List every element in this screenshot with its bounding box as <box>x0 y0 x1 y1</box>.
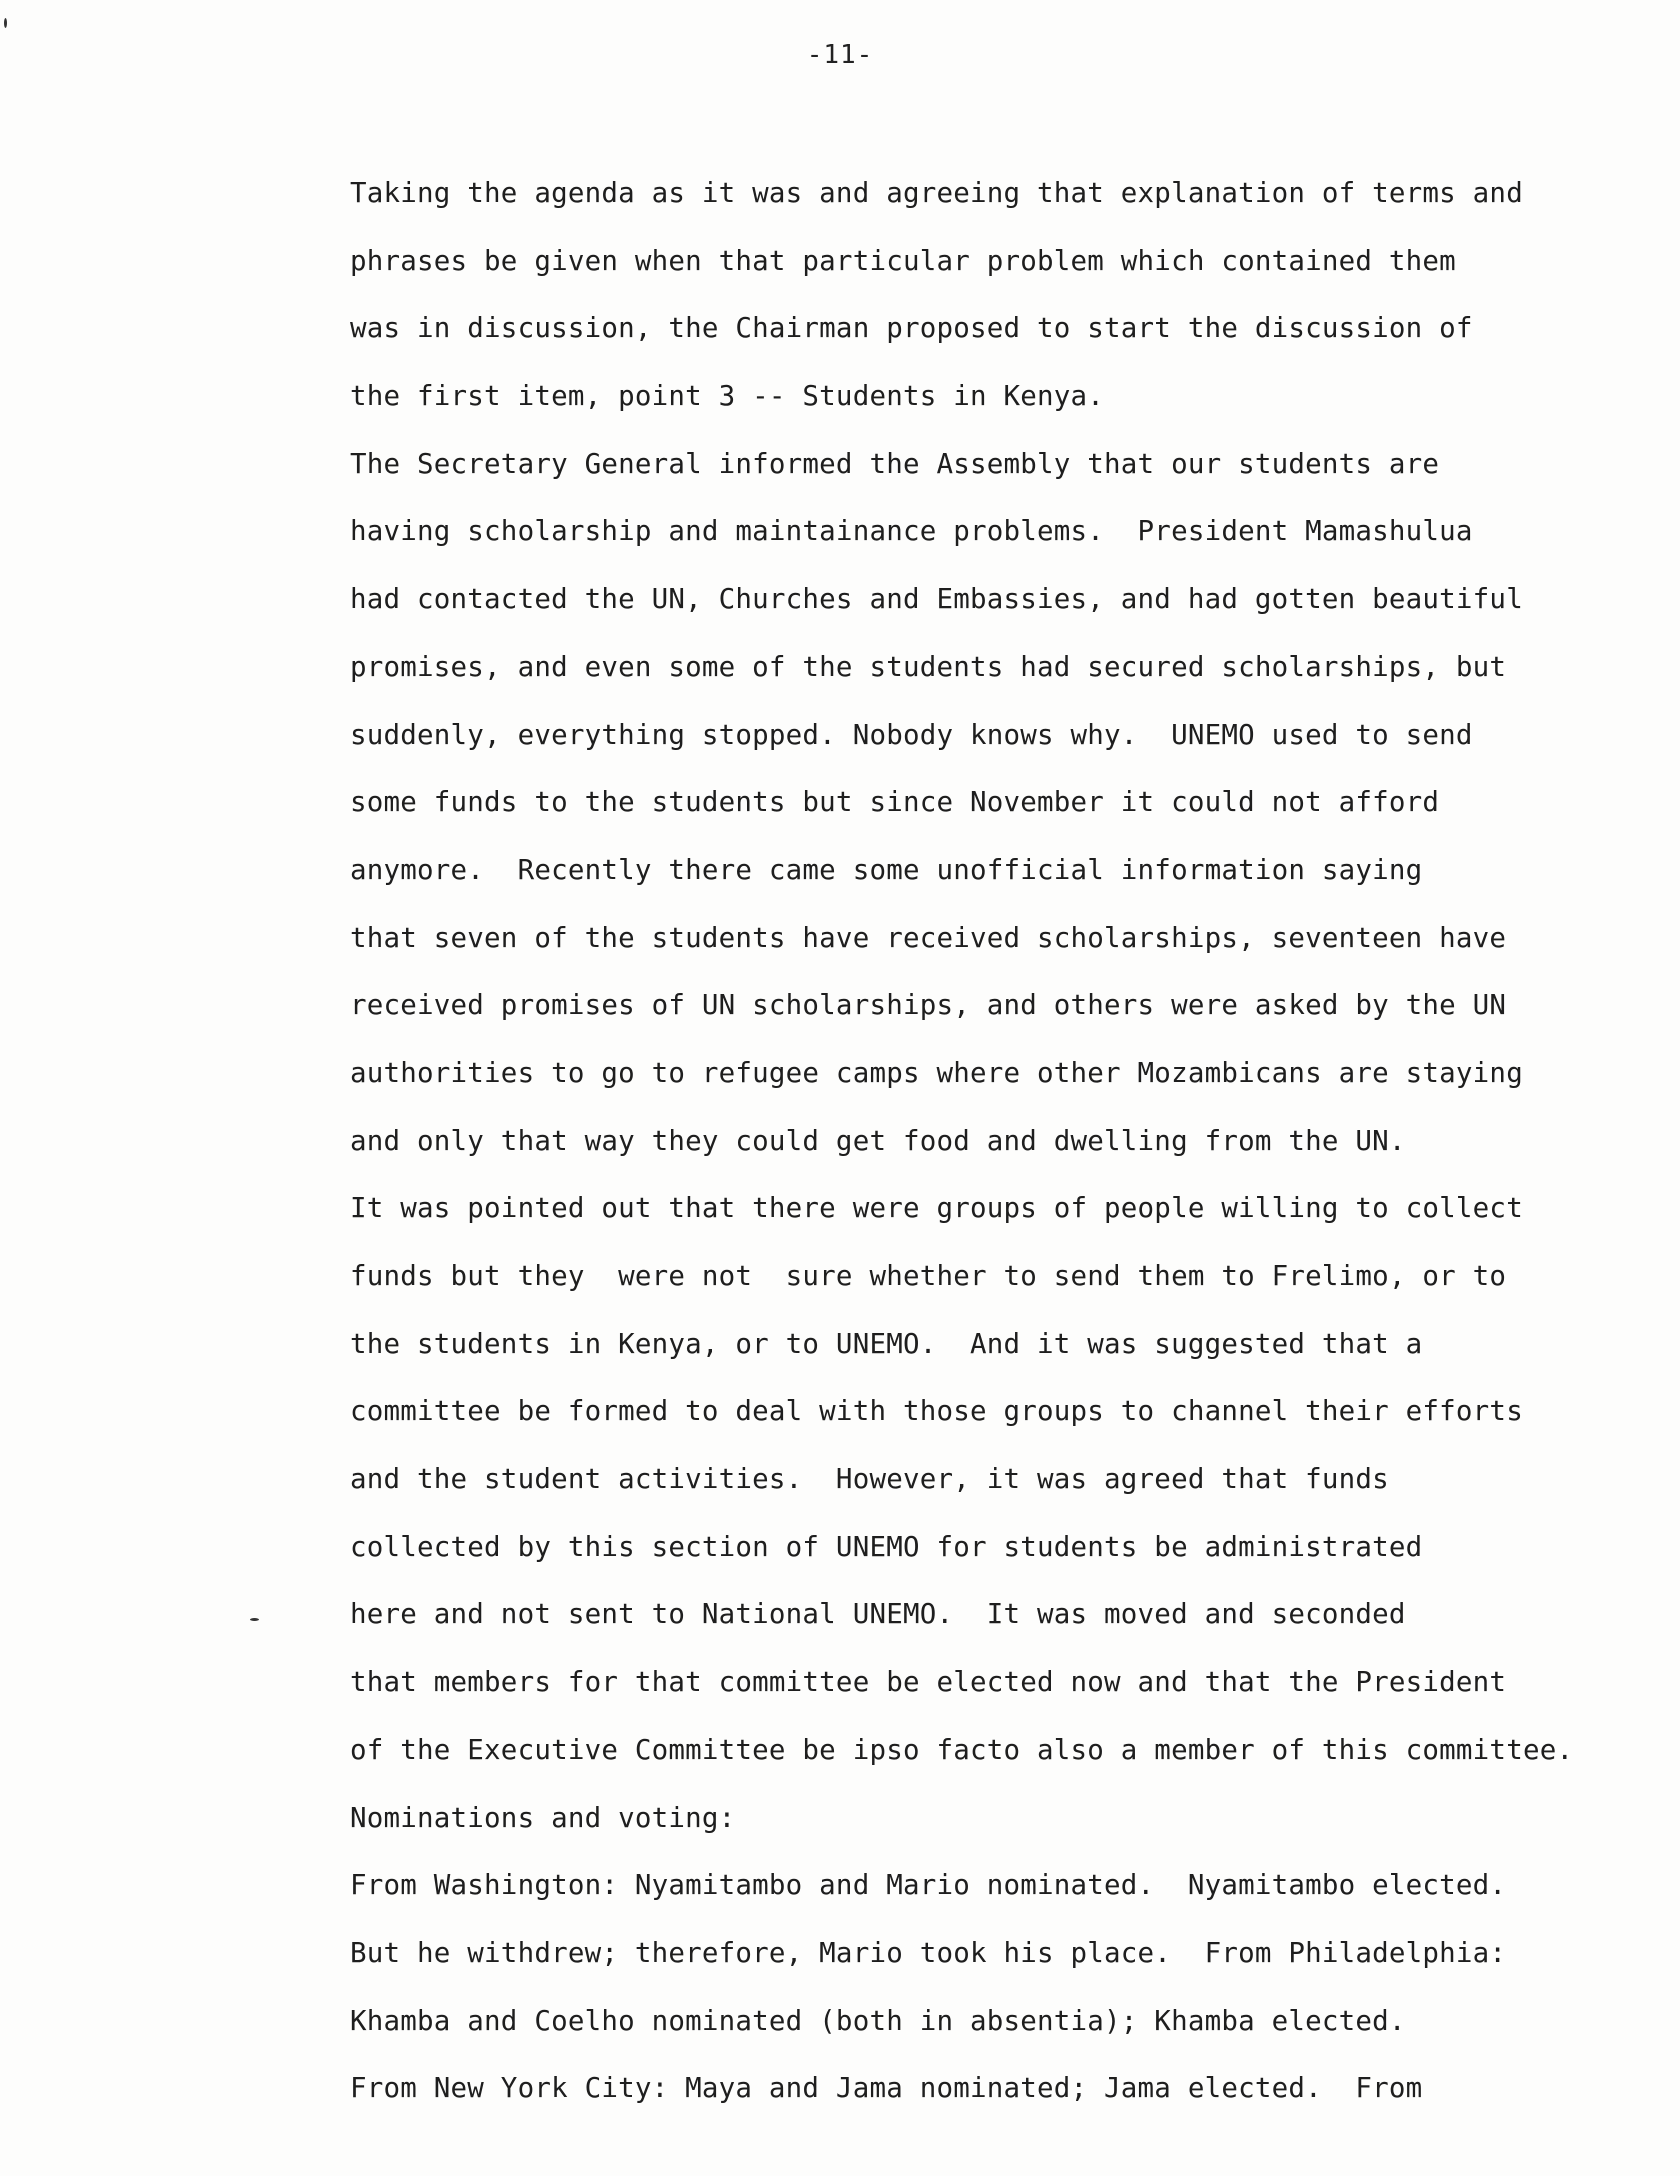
text-line: authorities to go to refugee camps where other Mozambicans are staying <box>350 1056 1523 1089</box>
text-line: having scholarship and maintainance problems. President Mamashulua <box>350 515 1473 548</box>
text-line: some funds to the students but since November it could not afford <box>350 786 1440 819</box>
text-line: that members for that committee be elected now and that the President <box>350 1666 1507 1699</box>
scan-speck <box>250 1618 259 1621</box>
text-line: From Washington: Nyamitambo and Mario nominated. Nyamitambo elected. <box>350 1869 1507 1902</box>
page-number: -11- <box>806 40 874 70</box>
text-line: and the student activities. However, it was agreed that funds <box>350 1463 1389 1496</box>
text-line: that seven of the students have received scholarships, seventeen have <box>350 921 1507 954</box>
text-line: It was pointed out that there were groups of people willing to collect <box>350 1192 1523 1225</box>
text-line: promises, and even some of the students had secured scholarships, but <box>350 650 1507 683</box>
text-line: was in discussion, the Chairman proposed to start the discussion of <box>350 312 1473 345</box>
document-body <box>350 160 1650 2123</box>
text-line: collected by this section of UNEMO for students be administrated <box>350 1530 1423 1563</box>
text-line: the first item, point 3 -- Students in Kenya. <box>350 380 1105 413</box>
text-line: suddenly, everything stopped. Nobody knows why. UNEMO used to send <box>350 718 1473 751</box>
text-line: But he withdrew; therefore, Mario took his place. From Philadelphia: <box>350 1936 1507 1969</box>
text-line: phrases be given when that particular problem which contained them <box>350 244 1456 277</box>
text-line: Khamba and Coelho nominated (both in absentia); Khamba elected. <box>350 2004 1406 2037</box>
text-line: here and not sent to National UNEMO. It was moved and seconded <box>350 1598 1406 1631</box>
text-line: of the Executive Committee be ipso facto also a member of this committee. <box>350 1733 1574 1766</box>
text-line: funds but they were not sure whether to send them to Frelimo, or to <box>350 1260 1507 1292</box>
text-line: From New York City: Maya and Jama nominated; Jama elected. From <box>350 2072 1423 2105</box>
text-line: The Secretary General informed the Assembly that our students are <box>350 447 1440 480</box>
text-line: had contacted the UN, Churches and Embassies, and had gotten beautiful <box>350 583 1523 616</box>
text-line: and only that way they could get food and dwelling from the UN. <box>350 1124 1406 1157</box>
text-line: received promises of UN scholarships, and others were asked by the UN <box>350 989 1507 1022</box>
text-line: anymore. Recently there came some unofficial information saying <box>350 853 1423 886</box>
scan-speck <box>4 18 7 28</box>
text-line: committee be formed to deal with those groups to channel their efforts <box>350 1395 1523 1428</box>
text-line: Nominations and voting: <box>350 1801 736 1834</box>
text-line: the students in Kenya, or to UNEMO. And it was suggested that a <box>350 1327 1423 1360</box>
text-line: Taking the agenda as it was and agreeing that explanation of terms and <box>350 177 1523 209</box>
